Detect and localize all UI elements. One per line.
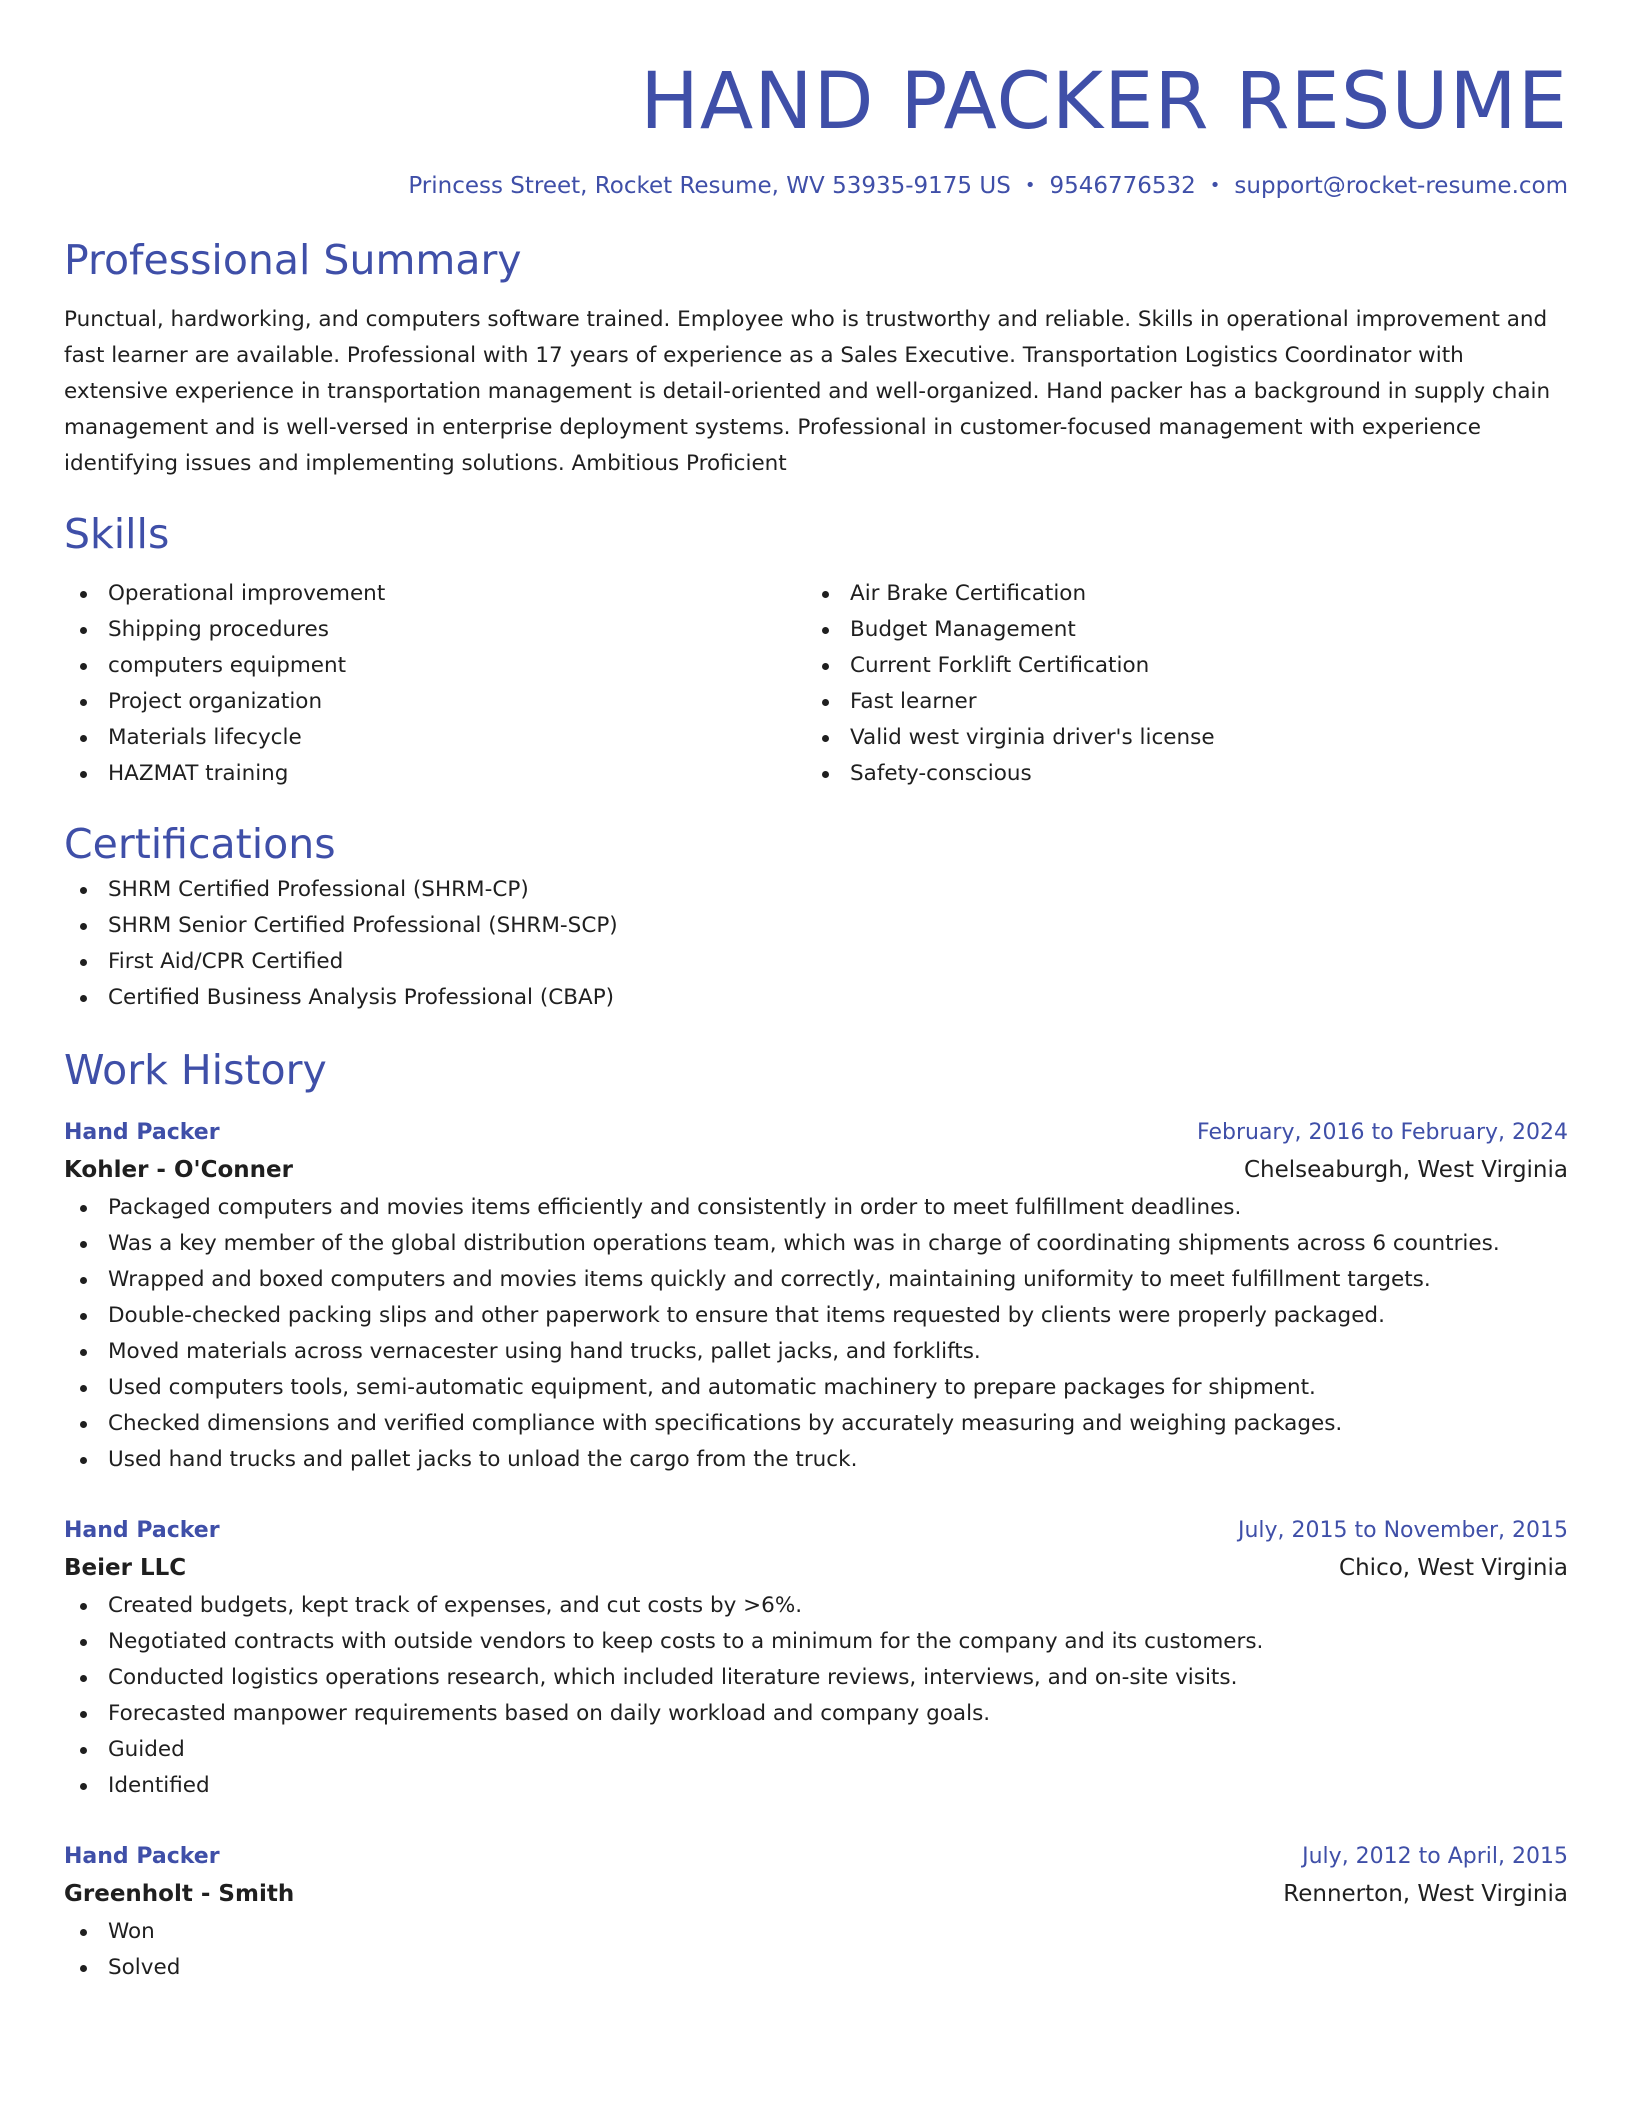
work-history-heading: Work History: [64, 1046, 327, 1094]
job-location: Rennerton, West Virginia: [1283, 1881, 1568, 1907]
job-bullet: Negotiated contracts with outside vendors to keep costs to a minimum for the company and its customers.: [64, 1624, 1568, 1660]
skill-item: Budget Management: [806, 612, 1548, 648]
skills-list-right: [806, 576, 1548, 792]
job-location: Chelseaburgh, West Virginia: [1243, 1157, 1568, 1183]
skill-item: Operational improvement: [64, 576, 806, 612]
job-bullet: Packaged computers and movies items efficiently and consistently in order to meet fulfillment deadlines.: [64, 1190, 1568, 1226]
job-entry: [64, 1840, 1568, 1986]
job-bullet: Identified: [64, 1768, 1568, 1804]
job-company-row: [64, 1548, 1568, 1588]
job-bullet: Moved materials across vernacester using hand trucks, pallet jacks, and forklifts.: [64, 1334, 1568, 1370]
skill-item: Fast learner: [806, 684, 1548, 720]
job-entry: [64, 1116, 1568, 1478]
job-bullet: Forecasted manpower requirements based on daily workload and company goals.: [64, 1696, 1568, 1732]
certification-item: First Aid/CPR Certified: [64, 944, 1568, 980]
contact-address: Princess Street, Rocket Resume, WV 53935-9175 US: [408, 173, 1011, 199]
job-bullet-list: [64, 1190, 1568, 1478]
skill-item: Shipping procedures: [64, 612, 806, 648]
skill-item: Safety-conscious: [806, 756, 1548, 792]
resume-name: HAND PACKER RESUME: [640, 57, 1568, 147]
job-location: Chico, West Virginia: [1339, 1555, 1568, 1581]
job-title: Hand Packer: [64, 1844, 220, 1869]
job-title: Hand Packer: [64, 1518, 220, 1543]
job-bullet: Wrapped and boxed computers and movies items quickly and correctly, maintaining uniformity to meet fulfillment targets.: [64, 1262, 1568, 1298]
skills-column-right: [806, 576, 1548, 792]
job-bullet: Used computers tools, semi-automatic equipment, and automatic machinery to prepare packages for shipment.: [64, 1370, 1568, 1406]
job-dates: February, 2016 to February, 2024: [1197, 1120, 1568, 1145]
job-bullet: Conducted logistics operations research, which included literature reviews, interviews, and on-site visits.: [64, 1660, 1568, 1696]
skills-column-left: [64, 576, 806, 792]
job-header-row: [64, 1116, 1568, 1150]
job-entry: [64, 1514, 1568, 1804]
job-title: Hand Packer: [64, 1120, 220, 1145]
skill-item: HAZMAT training: [64, 756, 806, 792]
summary-heading: Professional Summary: [64, 236, 522, 284]
summary-text: Punctual, hardworking, and computers software trained. Employee who is trustworthy and reliable. Skills in operational improvement and fast learner are available. Professional with 17 years of experience as a Sales Executive. Transportation Logistics Coordinator with extensive experience in transportation management is detail-oriented and well-organized. Hand packer has a background in supply chain management and is well-versed in enterprise deployment systems. Professional in customer-focused management with experience identifying issues and implementing solutions. Ambitious Proficient: [64, 307, 1551, 476]
job-bullet-list: [64, 1588, 1568, 1804]
job-company: Beier LLC: [64, 1555, 187, 1581]
job-company-row: [64, 1874, 1568, 1914]
job-company: Kohler - O'Conner: [64, 1157, 293, 1183]
skill-item: Air Brake Certification: [806, 576, 1548, 612]
job-company-row: [64, 1150, 1568, 1190]
contact-email[interactable]: support@rocket-resume.com: [1234, 173, 1568, 199]
contact-line: [64, 170, 1568, 202]
job-bullet: Was a key member of the global distribution operations team, which was in charge of coordinating shipments across 6 countries.: [64, 1226, 1568, 1262]
job-bullet-list: [64, 1914, 1568, 1986]
job-header-row: [64, 1840, 1568, 1874]
job-company: Greenholt - Smith: [64, 1881, 295, 1907]
certifications-list: [64, 872, 1568, 1016]
skill-item: Current Forklift Certification: [806, 648, 1548, 684]
job-bullet: Double-checked packing slips and other paperwork to ensure that items requested by clients were properly packaged.: [64, 1298, 1568, 1334]
skill-item: Materials lifecycle: [64, 720, 806, 756]
job-bullet: Solved: [64, 1950, 1568, 1986]
skills-heading: Skills: [64, 510, 170, 558]
job-header-row: [64, 1514, 1568, 1548]
certification-item: Certified Business Analysis Professional (CBAP): [64, 980, 1568, 1016]
job-bullet: Checked dimensions and verified compliance with specifications by accurately measuring and weighing packages.: [64, 1406, 1568, 1442]
job-bullet: Created budgets, kept track of expenses, and cut costs by >6%.: [64, 1588, 1568, 1624]
skill-item: computers equipment: [64, 648, 806, 684]
contact-separator: •: [1024, 175, 1036, 196]
certifications-heading: Certifications: [64, 820, 336, 868]
skill-item: Project organization: [64, 684, 806, 720]
skills-list-left: [64, 576, 806, 792]
contact-phone: 9546776532: [1049, 173, 1196, 199]
job-bullet: Won: [64, 1914, 1568, 1950]
job-bullet: Used hand trucks and pallet jacks to unload the cargo from the truck.: [64, 1442, 1568, 1478]
job-dates: July, 2012 to April, 2015: [1302, 1844, 1568, 1869]
certification-item: SHRM Certified Professional (SHRM-CP): [64, 872, 1568, 908]
skill-item: Valid west virginia driver's license: [806, 720, 1548, 756]
contact-separator: •: [1209, 175, 1221, 196]
job-dates: July, 2015 to November, 2015: [1237, 1518, 1568, 1543]
skills-columns: [64, 576, 1568, 792]
certification-item: SHRM Senior Certified Professional (SHRM-SCP): [64, 908, 1568, 944]
job-bullet: Guided: [64, 1732, 1568, 1768]
